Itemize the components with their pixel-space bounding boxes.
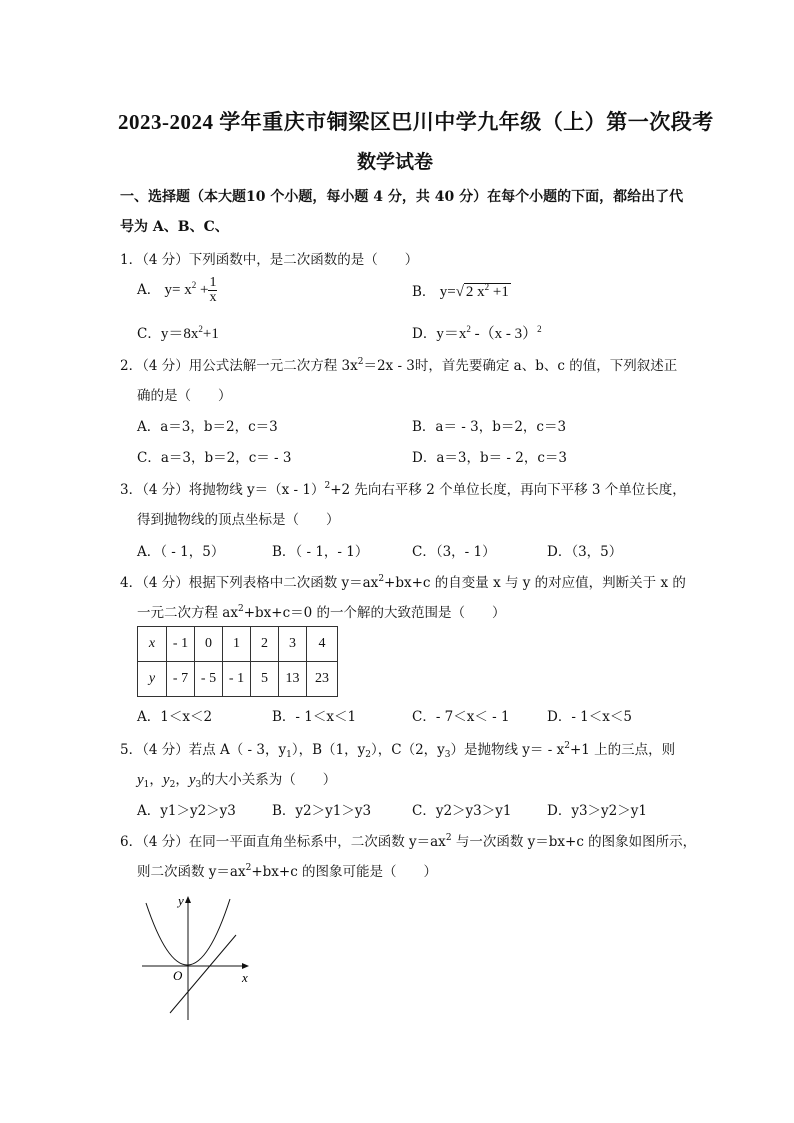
question-1-option-d: D．$y=x^2$ -（x - 3）$^2$: [412, 324, 542, 342]
table-cell: 3: [279, 627, 307, 662]
value-table: [137, 626, 338, 697]
table-cell: 5: [251, 662, 279, 697]
question-6-figure: [130, 885, 260, 1025]
table-cell: - 1: [223, 662, 251, 697]
question-5-stem-line2: $y_1$，$y_2$，$y_3$的大小关系为（ ）: [137, 772, 337, 790]
exam-title: 2023-2024 学年重庆市铜梁区巴川中学九年级（上）第一次段考: [118, 110, 714, 134]
question-5-stem-line1: 5．（4 分）若点 A（ - 3，$y_1$），B（1，$y_2$），C（2，$y_3$）是抛物线 $y= - x^2+1$ 上的三点，则: [120, 741, 676, 760]
option-label: A．: [137, 281, 161, 298]
exam-subtitle: 数学试卷: [357, 151, 434, 173]
table-cell: 1: [223, 627, 251, 662]
question-5-option-d: D．y3＞y2＞y1: [547, 803, 647, 819]
table-header-y: y: [138, 662, 167, 697]
parabola-line-graph: [130, 885, 260, 1025]
question-2-option-b: B．a＝ - 3，b＝2，c＝3: [412, 419, 567, 435]
table-row-y: [138, 662, 338, 697]
question-3-stem-line1: 3．（4 分）将抛物线 y＝（x - 1）$^2$+2 先向右平移 2 个单位长度，再向下平移 3 个单位长度，: [120, 481, 686, 498]
question-2-option-a: A．a＝3，b＝2，c＝3: [137, 419, 278, 435]
question-3-option-d: D．（3，5）: [547, 544, 623, 560]
question-3-option-c: C．（3，- 1）: [412, 544, 496, 560]
origin-label: O: [173, 968, 183, 983]
table-cell: 13: [279, 662, 307, 697]
table-cell: - 5: [195, 662, 223, 697]
question-1-stem: 1．（4 分）下列函数中，是二次函数的是（ ）: [120, 252, 419, 268]
option-label: B．: [412, 284, 436, 300]
question-6-stem-line1: 6．（4 分）在同一平面直角坐标系中，二次函数 $y=ax^2$ 与一次函数 y＝bx+c 的图象如图所示，: [120, 833, 697, 850]
question-4-option-b: B．- 1＜x＜1: [272, 709, 357, 725]
question-2-option-c: C．a＝3，b＝2，c＝ - 3: [137, 450, 292, 466]
section-heading-line1: 一、选择题（本大题10 个小题，每小题 4 分，共 40 分）在每个小题的下面，都给出了代: [120, 189, 684, 205]
question-5-option-a: A．y1＞y2＞y3: [137, 803, 236, 819]
question-4-stem-line1: 4．（4 分）根据下列表格中二次函数 $y=ax^2+bx+c$ 的自变量 x 与 y 的对应值，判断关于 x 的: [120, 574, 686, 591]
question-2-stem-line2: 确的是（ ）: [137, 388, 232, 404]
question-2-stem-line1: 2．（4 分）用公式法解一元二次方程 $3x^2=2x - 3$时，首先要确定 a、b、c 的值，下列叙述正: [120, 357, 678, 374]
table-cell: 4: [307, 627, 338, 662]
question-4-option-c: C．- 7＜x＜ - 1: [412, 709, 510, 725]
formula: $y= x^2$ + $\frac{1}{x}$: [164, 275, 217, 305]
question-4-stem-line2: 一元二次方程 $ax^2+bx+c=0$ 的一个解的大致范围是（ ）: [137, 604, 506, 621]
table-header-x: x: [138, 627, 167, 662]
x-axis-label: x: [242, 970, 248, 985]
question-5-option-c: C．y2＞y3＞y1: [412, 803, 512, 819]
question-2-option-d: D．a＝3，b＝ - 2，c＝3: [412, 450, 567, 466]
question-5-option-b: B．y2＞y1＞y3: [272, 803, 372, 819]
section-heading-line2: 号为 A、B、C、: [120, 219, 229, 235]
table-cell: - 7: [167, 662, 195, 697]
question-1-option-a: [137, 276, 217, 305]
formula: y=√ 2 $x^2 +1$: [439, 282, 509, 300]
question-1-option-c: C．$y=8x^2+1$: [137, 324, 219, 342]
question-4-option-d: D．- 1＜x＜5: [547, 709, 632, 725]
table-cell: 23: [307, 662, 338, 697]
table-cell: 2: [251, 627, 279, 662]
question-3-stem-line2: 得到抛物线的顶点坐标是（ ）: [137, 512, 340, 528]
question-6-stem-line2: 则二次函数 $y=ax^2+bx+c$ 的图象可能是（ ）: [137, 863, 438, 880]
y-axis-label: y: [178, 893, 184, 908]
question-3-option-b: B．（ - 1，- 1）: [272, 544, 369, 560]
table-cell: - 1: [167, 627, 195, 662]
table-cell: 0: [195, 627, 223, 662]
table-row-x: [138, 627, 338, 662]
question-4-option-a: A．1＜x＜2: [137, 709, 213, 725]
question-3-option-a: A．（ - 1，5）: [137, 544, 225, 560]
question-1-option-b: [412, 280, 511, 301]
